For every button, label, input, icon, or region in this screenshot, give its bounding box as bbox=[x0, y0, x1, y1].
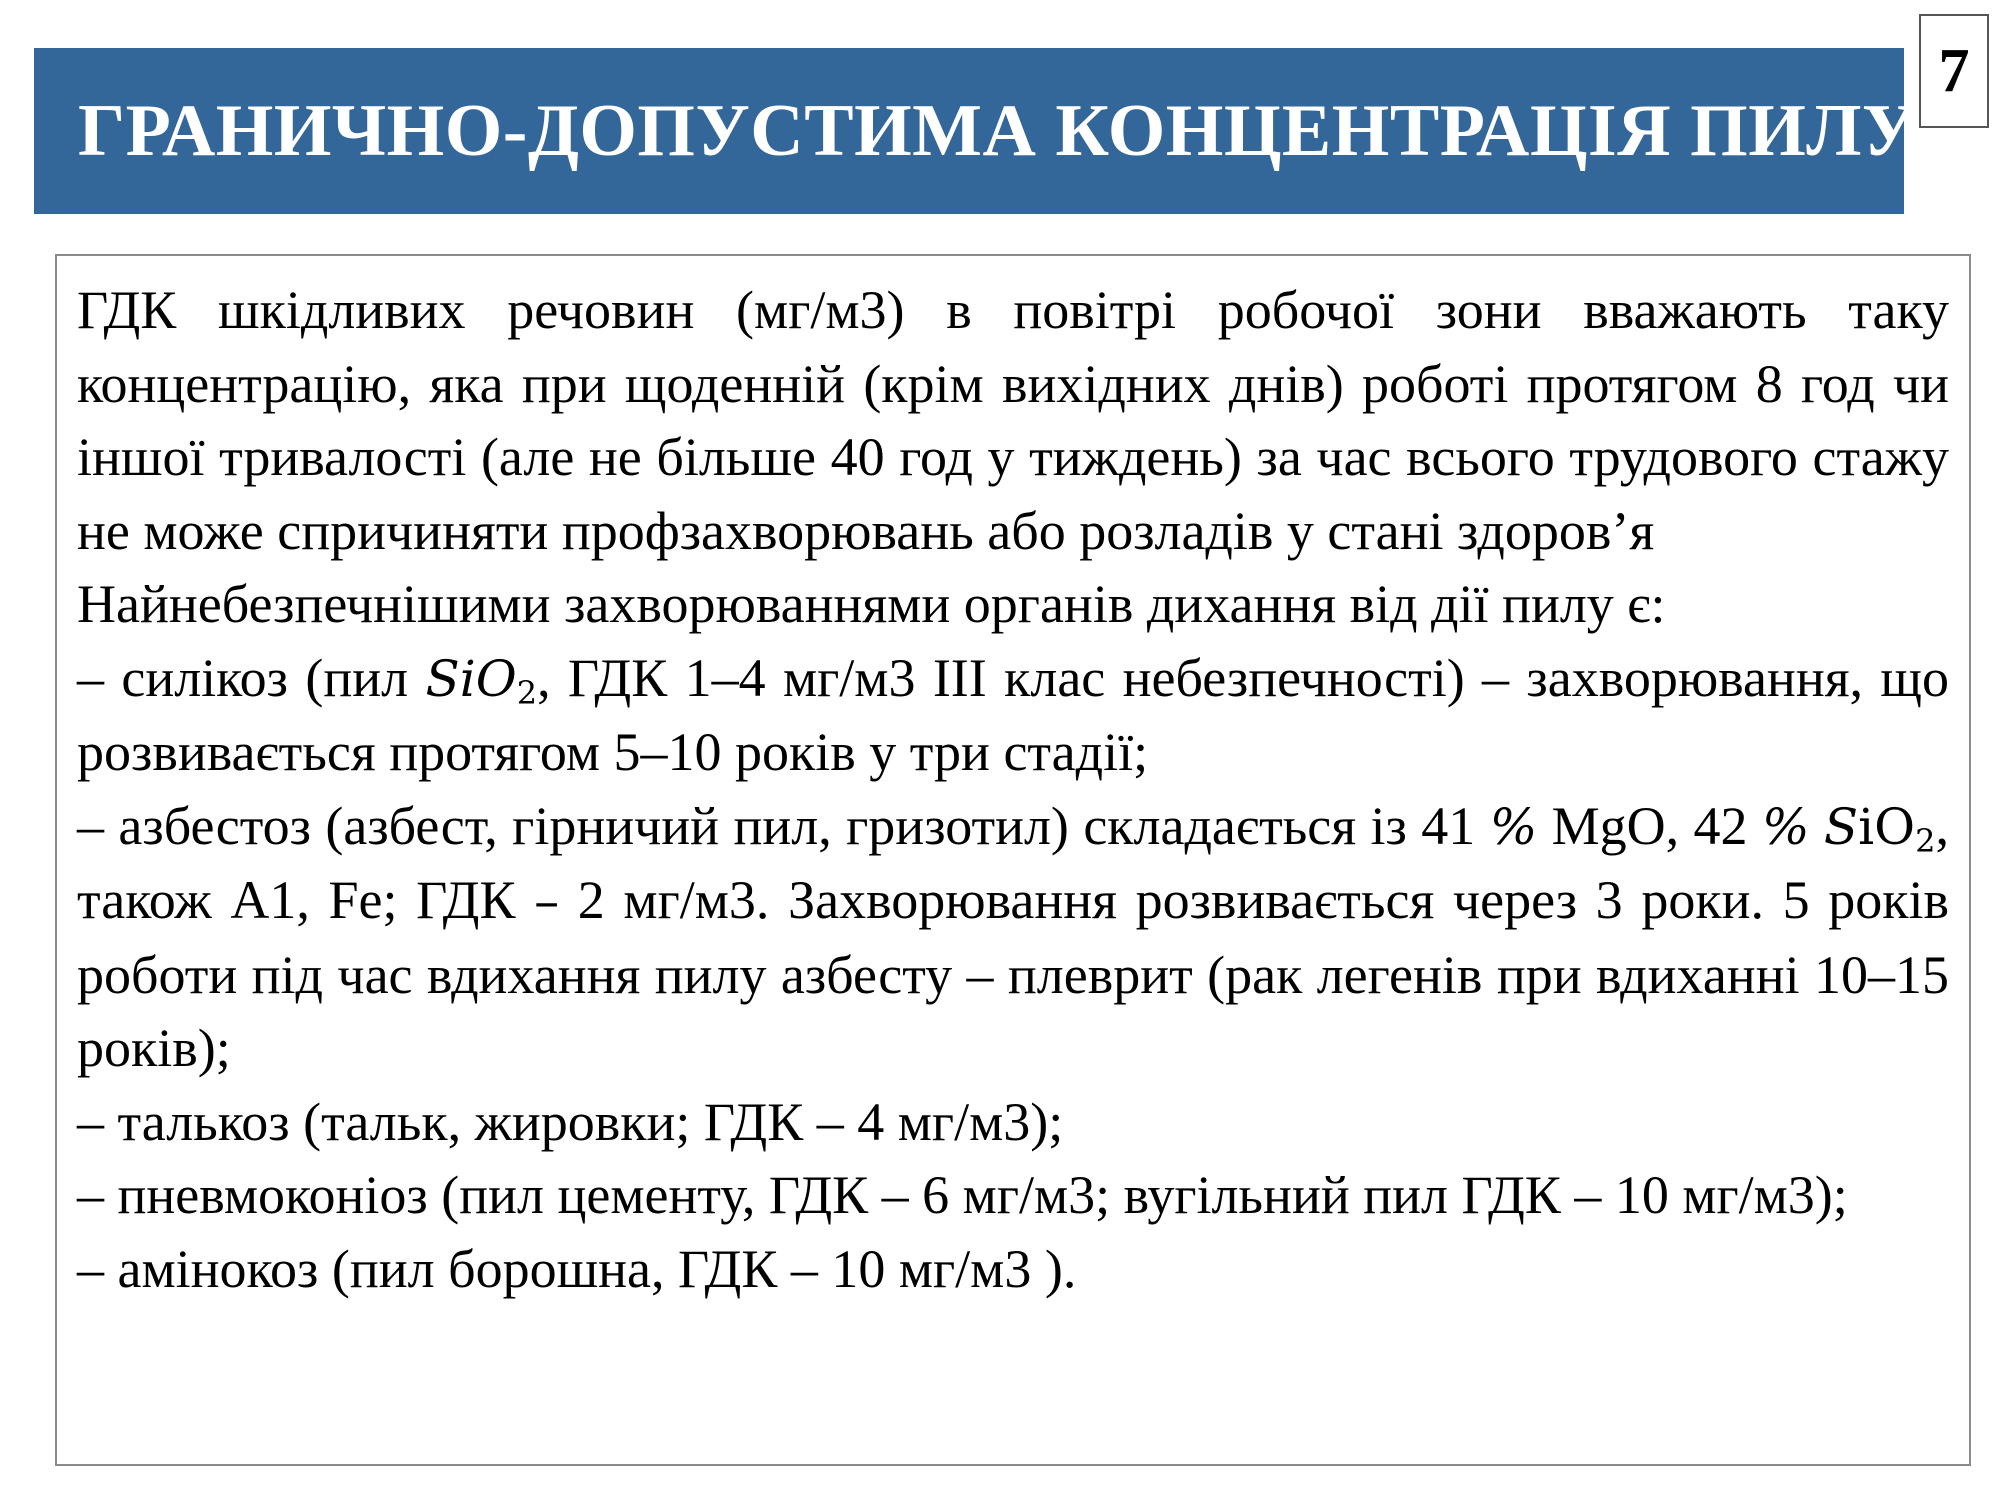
intro-paragraph: Найнебезпечнішими захворюваннями органів дихання від дії пилу є: bbox=[77, 574, 1666, 634]
math-dash: – bbox=[534, 872, 560, 930]
sio2-io: iO bbox=[1858, 797, 1916, 856]
sio2-base: SiO bbox=[425, 649, 517, 708]
sio2-subscript-2: 2 bbox=[1915, 821, 1936, 860]
list-item-asbestosis bbox=[77, 790, 1949, 1086]
asbestosis-text-b: MgO, 42 bbox=[1537, 795, 1762, 856]
content-box bbox=[55, 254, 1971, 1466]
sio2-s-italic: S bbox=[1823, 797, 1859, 856]
asbestosis-text-a: – азбестоз (азбест, гірничий пил, гризотил) складається із 41 bbox=[77, 795, 1490, 856]
sio2-formula bbox=[425, 649, 538, 712]
sio2-formula-2 bbox=[1823, 797, 1936, 860]
slide-title: ГРАНИЧНО-ДОПУСТИМА КОНЦЕНТРАЦІЯ ПИЛУ bbox=[78, 89, 1917, 172]
silicosis-text-b: , ГДК 1–4 мг/м3 ІІІ клас небезпечності) – захворювання, що розвивається протягом 5–10 років у три стадії; bbox=[77, 647, 1949, 782]
sio2-subscript: 2 bbox=[516, 673, 538, 712]
percent-sign-2: % bbox=[1761, 797, 1810, 856]
list-item-pneumoconiosis: – пневмоконіоз (пил цементу, ГДК – 6 мг/м3; вугільний пил ГДК – 10 мг/м3); bbox=[77, 1165, 1848, 1225]
page-number: 7 bbox=[1919, 14, 1989, 128]
list-item-aminocosis: – амінокоз (пил борошна, ГДК – 10 мг/м3 ). bbox=[77, 1238, 1077, 1299]
list-item-silicosis bbox=[77, 642, 1949, 790]
percent-sign-1: % bbox=[1489, 797, 1538, 856]
title-bar bbox=[34, 48, 1917, 214]
list-item-talcosis: – талькоз (тальк, жировки; ГДК – 4 мг/м3); bbox=[77, 1091, 1064, 1152]
asbestosis-text-d: 2 мг/м3. Захворювання розвивається через 3 роки. 5 років роботи під час вдихання пилу азбесту – плеврит (рак легенів при вдиханні 10–15 років); bbox=[77, 870, 1950, 1078]
asbestosis-text-c: , також A1, Fe; ГДК bbox=[77, 795, 1950, 930]
silicosis-text-a: – силікоз (пил bbox=[77, 647, 426, 708]
definition-paragraph: ГДК шкідливих речовин (мг/м3) в повітрі робочої зони вважають таку концентрацію, яка при щоденній (крім вихідних днів) роботі протягом 8 год чи іншої тривалості (але не більше 40 год у тиждень) за час всього трудового стажу не може спричиняти профзахворювань або розладів у стані здоров’я bbox=[77, 280, 1949, 561]
